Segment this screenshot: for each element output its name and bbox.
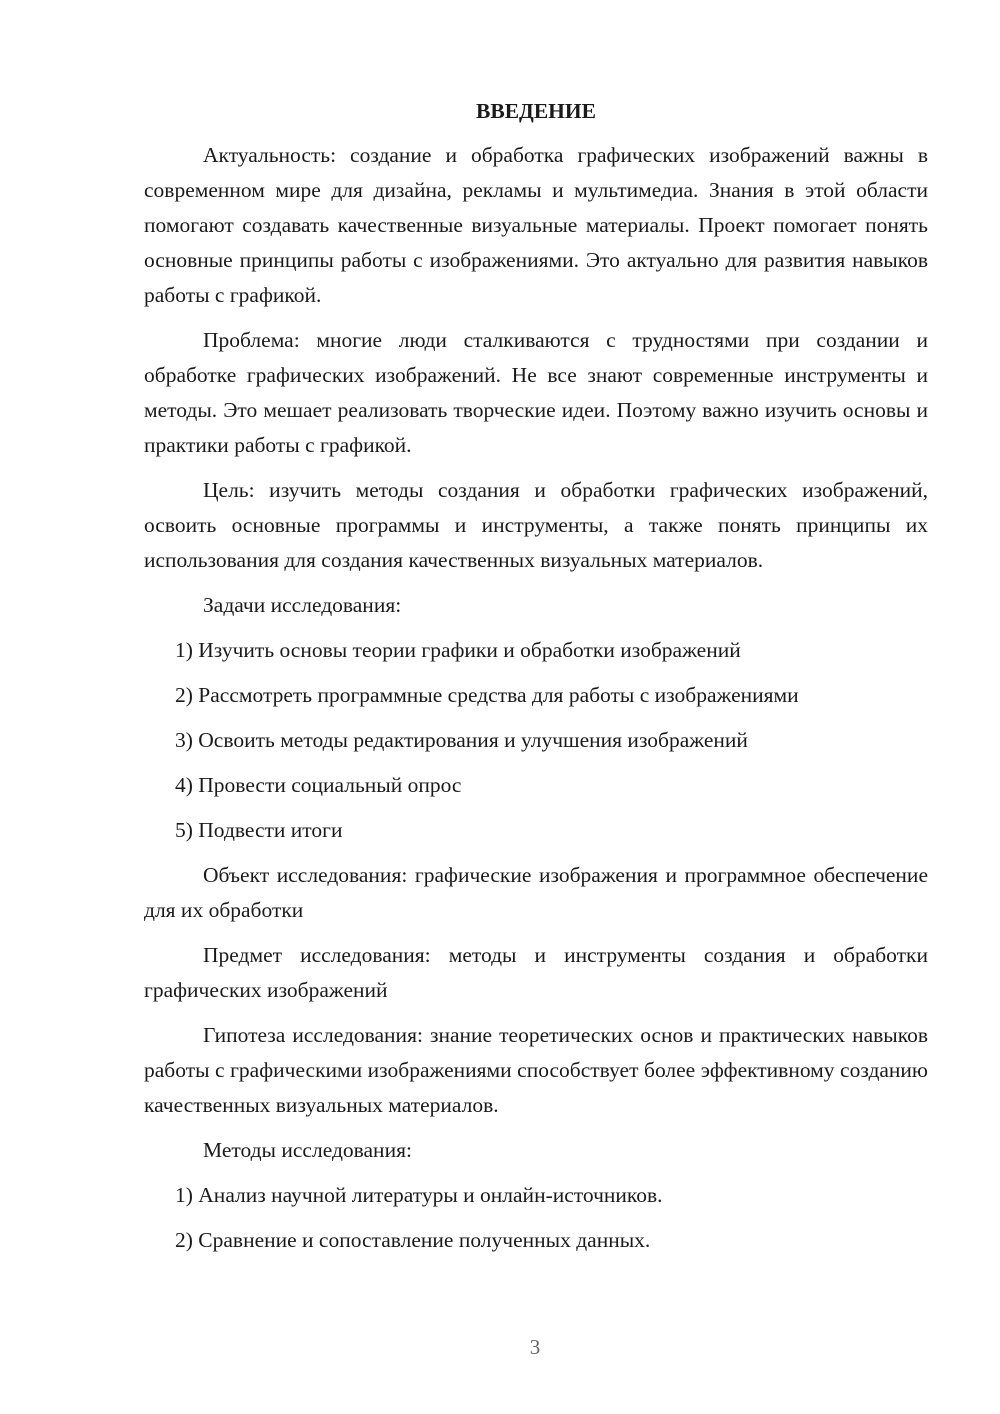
paragraph-object: Объект исследования: графические изображения и программное обеспечение для их обработки (144, 863, 928, 922)
list-item: 2) Сравнение и сопоставление полученных данных. (175, 1228, 651, 1252)
paragraph-relevance: Актуальность: создание и обработка графических изображений важны в современном мире для дизайна, рекламы и мультимедиа. Знания в этой области помогают создавать качественные визуальные материалы. Проект помогает понять основные принципы работы с изображениями. Это актуально для развития навыков работы с графикой. (144, 143, 928, 307)
list-item: 1) Анализ научной литературы и онлайн-источников. (175, 1183, 663, 1207)
list-item: 2) Рассмотреть программные средства для работы с изображениями (175, 683, 799, 707)
paragraph-subject: Предмет исследования: методы и инструменты создания и обработки графических изображений (144, 943, 928, 1002)
paragraph-problem: Проблема: многие люди сталкиваются с трудностями при создании и обработке графических изображений. Не все знают современные инструменты и методы. Это мешает реализовать творческие идеи. Поэтому важно изучить основы и практики работы с графикой. (144, 328, 928, 457)
methods-heading: Методы исследования: (203, 1138, 412, 1162)
list-item: 4) Провести социальный опрос (175, 773, 462, 797)
page-content (144, 94, 928, 1268)
list-item: 5) Подвести итоги (175, 818, 343, 842)
tasks-heading: Задачи исследования: (203, 593, 402, 617)
paragraph-hypothesis: Гипотеза исследования: знание теоретических основ и практических навыков работы с графическими изображениями способствует более эффективному созданию качественных визуальных материалов. (144, 1023, 928, 1117)
list-item: 3) Освоить методы редактирования и улучшения изображений (175, 728, 748, 752)
page-number: 3 (529, 1335, 541, 1359)
list-item: 1) Изучить основы теории графики и обработки изображений (175, 638, 741, 662)
methods-list (144, 1178, 928, 1258)
tasks-list (144, 633, 928, 848)
paragraph-goal: Цель: изучить методы создания и обработки графических изображений, освоить основные программы и инструменты, а также понять принципы их использования для создания качественных визуальных материалов. (144, 478, 928, 572)
section-title: ВВЕДЕНИЕ (476, 99, 596, 123)
